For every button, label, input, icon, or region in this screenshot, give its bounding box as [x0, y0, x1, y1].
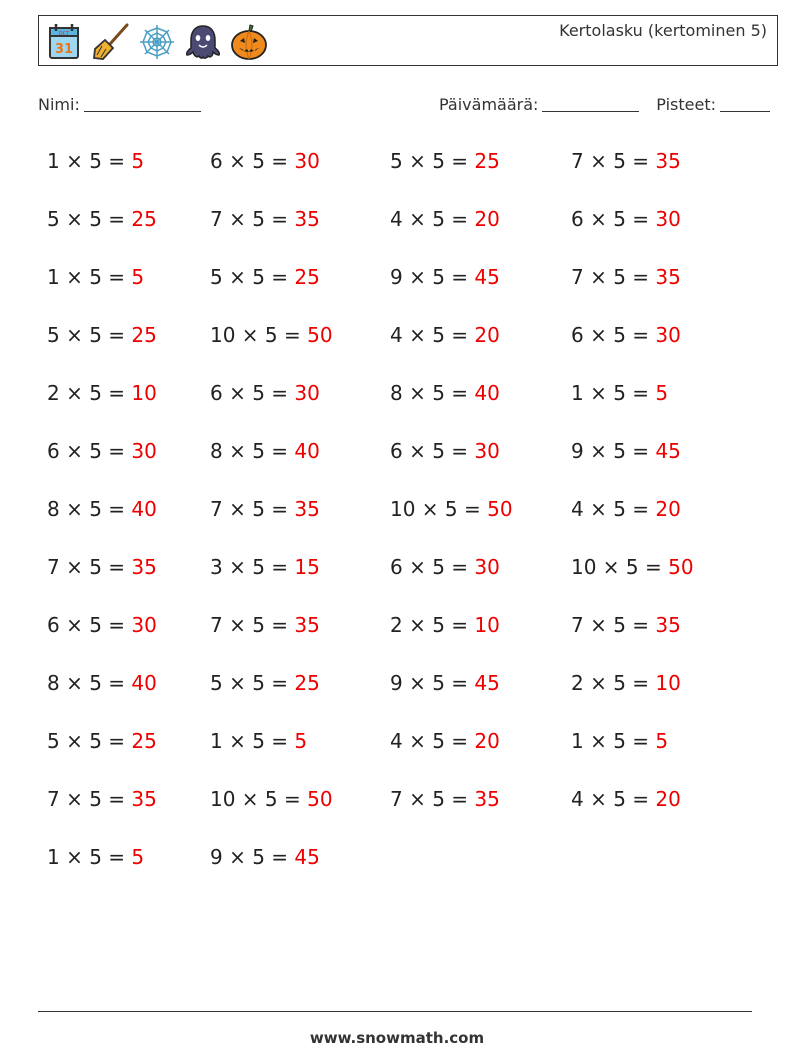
problem-question: 9 × 5 = [571, 439, 656, 463]
problem-item [210, 439, 320, 463]
problem-item [210, 845, 320, 869]
meta-row [38, 95, 770, 117]
problem-answer: 35 [294, 613, 320, 637]
problem-item [47, 381, 157, 405]
problem-question: 6 × 5 = [210, 149, 295, 173]
problem-question: 9 × 5 = [210, 845, 295, 869]
problem-item [390, 555, 500, 579]
problem-item [47, 787, 157, 811]
problem-answer: 45 [474, 671, 500, 695]
problem-question: 5 × 5 = [390, 149, 475, 173]
problem-question: 6 × 5 = [571, 323, 656, 347]
problem-item [390, 613, 500, 637]
problem-question: 7 × 5 = [390, 787, 475, 811]
problem-answer: 20 [474, 323, 500, 347]
problem-item [571, 323, 681, 347]
problem-question: 1 × 5 = [47, 845, 132, 869]
problem-question: 4 × 5 = [571, 787, 656, 811]
problem-answer: 20 [655, 497, 681, 521]
problem-item [571, 555, 694, 579]
problem-answer: 45 [294, 845, 320, 869]
date-label: Päivämäärä: [439, 95, 539, 114]
problem-question: 2 × 5 = [47, 381, 132, 405]
score-field[interactable] [656, 95, 770, 114]
problem-answer: 10 [655, 671, 681, 695]
problem-item [571, 439, 681, 463]
problem-question: 8 × 5 = [47, 497, 132, 521]
problem-item [210, 207, 320, 231]
problem-answer: 30 [294, 381, 320, 405]
problem-item [47, 729, 157, 753]
problem-question: 4 × 5 = [390, 207, 475, 231]
svg-text:OCT: OCT [58, 31, 70, 37]
problem-answer: 25 [131, 729, 157, 753]
problem-question: 4 × 5 = [390, 729, 475, 753]
problem-answer: 40 [474, 381, 500, 405]
problem-answer: 5 [131, 265, 145, 289]
problem-question: 1 × 5 = [210, 729, 295, 753]
problem-answer: 5 [131, 845, 145, 869]
problem-question: 1 × 5 = [571, 381, 656, 405]
problem-answer: 25 [294, 265, 320, 289]
problem-item [390, 787, 500, 811]
problem-item [571, 671, 681, 695]
problem-question: 7 × 5 = [571, 149, 656, 173]
problem-answer: 35 [474, 787, 500, 811]
problem-answer: 30 [655, 323, 681, 347]
name-blank-line[interactable] [84, 95, 201, 112]
problem-question: 6 × 5 = [210, 381, 295, 405]
problem-answer: 30 [655, 207, 681, 231]
problem-question: 9 × 5 = [390, 671, 475, 695]
problem-answer: 30 [131, 439, 157, 463]
problem-item [571, 207, 681, 231]
problem-item [47, 845, 144, 869]
problem-answer: 5 [655, 381, 669, 405]
problem-item [571, 787, 681, 811]
name-field[interactable] [38, 95, 201, 114]
problem-question: 10 × 5 = [210, 323, 308, 347]
problem-question: 5 × 5 = [47, 729, 132, 753]
problem-question: 9 × 5 = [390, 265, 475, 289]
problem-question: 6 × 5 = [390, 555, 475, 579]
problem-item [47, 149, 144, 173]
problem-question: 1 × 5 = [47, 265, 132, 289]
problem-question: 6 × 5 = [47, 613, 132, 637]
icon-strip [45, 20, 269, 64]
problem-item [390, 671, 500, 695]
problem-question: 1 × 5 = [571, 729, 656, 753]
footer-url: www.snowmath.com [309, 1029, 485, 1047]
problem-question: 7 × 5 = [571, 265, 656, 289]
problem-item [210, 149, 320, 173]
problem-question: 7 × 5 = [47, 787, 132, 811]
problem-answer: 20 [474, 207, 500, 231]
problem-item [390, 497, 513, 521]
problem-answer: 25 [131, 323, 157, 347]
problem-item [47, 439, 157, 463]
problem-answer: 25 [294, 671, 320, 695]
problem-answer: 50 [668, 555, 694, 579]
problem-answer: 10 [131, 381, 157, 405]
problem-item [390, 729, 500, 753]
problem-item [571, 149, 681, 173]
problem-item [210, 381, 320, 405]
problem-item [571, 613, 681, 637]
problem-question: 4 × 5 = [571, 497, 656, 521]
problem-answer: 5 [294, 729, 308, 753]
problem-question: 5 × 5 = [47, 323, 132, 347]
problem-answer: 40 [294, 439, 320, 463]
problem-question: 8 × 5 = [210, 439, 295, 463]
problem-answer: 35 [294, 207, 320, 231]
problem-answer: 25 [131, 207, 157, 231]
problem-answer: 45 [474, 265, 500, 289]
problem-item [47, 207, 157, 231]
problem-question: 6 × 5 = [571, 207, 656, 231]
problem-answer: 50 [307, 787, 333, 811]
spider-web-icon [137, 22, 177, 62]
problem-answer: 30 [131, 613, 157, 637]
header-box [38, 15, 778, 66]
problem-question: 5 × 5 = [210, 265, 295, 289]
problem-answer: 50 [307, 323, 333, 347]
problem-answer: 40 [131, 671, 157, 695]
problem-answer: 20 [655, 787, 681, 811]
problem-answer: 50 [487, 497, 513, 521]
worksheet-title: Kertolasku (kertominen 5) [559, 21, 767, 40]
problem-item [47, 555, 157, 579]
pumpkin-icon [229, 22, 269, 62]
problem-answer: 35 [131, 555, 157, 579]
problem-item [390, 323, 500, 347]
problem-item [210, 265, 320, 289]
problem-question: 5 × 5 = [47, 207, 132, 231]
problem-question: 6 × 5 = [390, 439, 475, 463]
problem-answer: 35 [131, 787, 157, 811]
score-label: Pisteet: [656, 95, 716, 114]
problem-answer: 45 [655, 439, 681, 463]
svg-text:31: 31 [54, 42, 74, 57]
problem-item [390, 149, 500, 173]
problem-question: 7 × 5 = [210, 613, 295, 637]
problem-item [210, 671, 320, 695]
problem-answer: 40 [131, 497, 157, 521]
footer-divider [38, 1011, 752, 1012]
ghost-icon [183, 22, 223, 62]
problem-item [390, 207, 500, 231]
problem-answer: 30 [294, 149, 320, 173]
problem-answer: 10 [474, 613, 500, 637]
problem-answer: 20 [474, 729, 500, 753]
problem-question: 10 × 5 = [210, 787, 308, 811]
problem-item [571, 265, 681, 289]
date-blank-line[interactable] [542, 95, 639, 112]
problem-item [210, 613, 320, 637]
problem-item [210, 729, 307, 753]
problem-question: 10 × 5 = [390, 497, 488, 521]
problem-question: 7 × 5 = [571, 613, 656, 637]
problem-answer: 30 [474, 439, 500, 463]
problem-item [47, 497, 157, 521]
problem-question: 4 × 5 = [390, 323, 475, 347]
problem-answer: 35 [655, 149, 681, 173]
problem-answer: 30 [474, 555, 500, 579]
broom-icon [91, 22, 131, 62]
problem-item [571, 497, 681, 521]
problem-answer: 15 [294, 555, 320, 579]
problem-question: 2 × 5 = [390, 613, 475, 637]
name-label: Nimi: [38, 95, 80, 114]
problem-item [210, 555, 320, 579]
problem-answer: 35 [655, 613, 681, 637]
problem-question: 1 × 5 = [47, 149, 132, 173]
problem-item [47, 323, 157, 347]
problem-item [47, 613, 157, 637]
problem-item [210, 323, 333, 347]
score-blank-line[interactable] [720, 95, 770, 112]
problem-question: 7 × 5 = [47, 555, 132, 579]
problem-answer: 25 [474, 149, 500, 173]
calendar-oct-31-icon [45, 22, 85, 62]
problem-item [571, 729, 668, 753]
problem-answer: 35 [294, 497, 320, 521]
problem-answer: 35 [655, 265, 681, 289]
problem-item [210, 787, 333, 811]
problem-question: 3 × 5 = [210, 555, 295, 579]
problem-question: 5 × 5 = [210, 671, 295, 695]
problem-question: 7 × 5 = [210, 497, 295, 521]
problem-item [571, 381, 668, 405]
problem-question: 8 × 5 = [47, 671, 132, 695]
problem-question: 7 × 5 = [210, 207, 295, 231]
problem-item [47, 265, 144, 289]
date-field[interactable] [439, 95, 639, 114]
problem-question: 10 × 5 = [571, 555, 669, 579]
problem-item [390, 265, 500, 289]
problem-item [47, 671, 157, 695]
problem-answer: 5 [655, 729, 669, 753]
problem-item [210, 497, 320, 521]
problem-item [390, 439, 500, 463]
problem-answer: 5 [131, 149, 145, 173]
problem-question: 6 × 5 = [47, 439, 132, 463]
problem-item [390, 381, 500, 405]
problem-question: 8 × 5 = [390, 381, 475, 405]
problem-question: 2 × 5 = [571, 671, 656, 695]
